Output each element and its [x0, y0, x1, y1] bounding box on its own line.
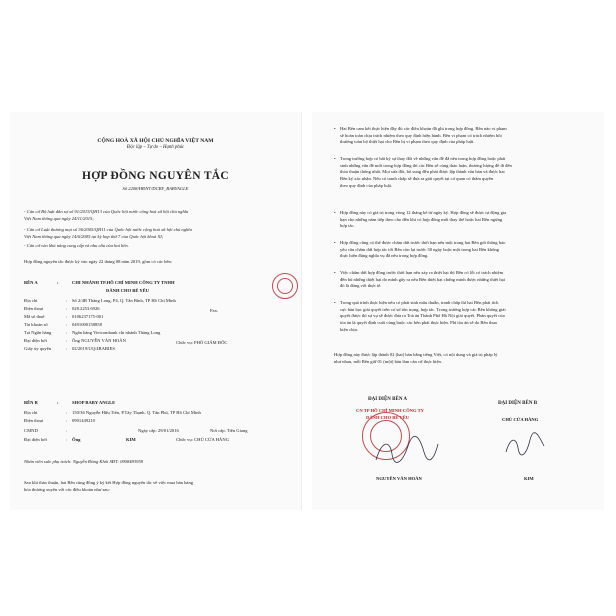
final-clause: Hợp đồng này được lập thành 02 (hai) bản bằng tiếng Việt, có nội dung và giá trị pháp lý như nhau, mỗi Bên giữ 01 (một) bản làm căn cứ thực hiện.	[334, 352, 498, 364]
party-a-label: BÊN A	[24, 280, 38, 285]
document-title: HỢP ĐỒNG NGUYÊN TẮC	[81, 170, 229, 182]
company-line-2: DÀNH CHO BÉ YÊU	[366, 415, 410, 420]
owner-title: CHỦ CỬA HÀNG	[502, 417, 539, 422]
closing-line-2: hóa thương xuyên với các điều khoản như sau:	[24, 487, 110, 492]
party-b-name: SHOP BABY ANGLE	[72, 400, 116, 405]
rep-a-heading: ĐẠI DIỆN BÊN A	[368, 397, 408, 402]
contract-page-right	[312, 112, 604, 510]
clause-item: • Trong trường hợp có bất kỳ sự thay đổi về những vấn đề đã nêu trong hợp đồng hoặc phát sinh những vấn đề mới trong hợp đồng thì các Bên sẽ cùng thảo luận, thương lượng để đi đến thỏa thuận thống nhất. Mọi sửa đổi, bổ sung đều phải được lập thành văn bản và được hai Bên ký xác nhận. Nếu có tranh chấp sẽ đưa ra giải quyết tại cơ quan có thẩm quyền theo quy định của pháp luật.	[340, 156, 586, 190]
clause-item: • Trong quá trình thực hiện nếu có phát sinh mâu thuẫn, tranh chấp thì hai Bên phải tích cực bàn bạc giải quyết trên cơ sở tôn trọng, hợp tác. Trong trường hợp các Bên không giải quyết được thì sự vụ sẽ được đưa ra Toà án Thành Phố Hà Nội giải quyết. Phán quyết của tòa án là quyết định cuối cùng buộc các bên phải thực hiện. Phí tòa án sẽ do Bên thua kiện chịu.	[340, 300, 586, 334]
party-b-address: 150/36 Nguyễn Hữu Tiến, P.Tây Thạnh, Q. Tân Phú, TP Hồ Chí Minh	[72, 410, 201, 415]
intro-text: Hợp đồng nguyên tắc được ký vào ngày 22 tháng 08 năm 2019, gồm có các bên:	[24, 259, 173, 264]
party-b-rep: KIM	[126, 437, 136, 442]
basis-line-4: Việt Nam thông qua ngày 14/6/2005 tại kỳ họp thứ 7 của Quốc hội khoá XI;	[24, 234, 164, 239]
party-b-id-key: CMND	[24, 428, 38, 433]
signature-a	[372, 434, 442, 470]
party-a-tax-key: Mã số thuế	[24, 314, 45, 319]
party-b-address-key: Địa chỉ	[24, 410, 38, 415]
clause-item: • Việc chấm dứt hợp đồng trước thời hạn nếu xảy ra thiệt hại thì Bên có lỗi có trách nhiệm đền bù những thiệt hại do mình gây ra nếu Bên thiệt hại chứng minh được những thiệt hại đó là đúng với thực tế.	[340, 270, 586, 290]
document-number: Số 2208/HĐNT/DCBY_BABYAGLE	[122, 186, 189, 191]
party-a-tax: 0106237175-001	[72, 314, 104, 319]
party-a-name-1: CHI NHÁNH TP.HỒ CHÍ MINH CÔNG TY TNHH	[72, 280, 175, 285]
party-a-address: Số 2/4B Thăng Long, P4, Q. Tân Bình, TP Hồ Chí Minh	[72, 298, 176, 303]
sales-staff: Nhân viên sale phụ trách: Nguyễn Đăng Khôi SĐT: 0908483959	[24, 459, 144, 464]
party-a-address-key: Địa chỉ	[24, 298, 38, 303]
party-a-auth: 02/2019/UQ/4BABIES	[72, 346, 115, 351]
motto: Độc lập – Tự do – Hạnh phúc	[126, 145, 185, 150]
party-b-phone: 0901449210	[72, 418, 95, 423]
rep-b-heading: ĐẠI DIỆN BÊN B	[498, 401, 538, 406]
company-seal-small	[272, 273, 298, 299]
party-a-name-2: DÀNH CHO BÉ YÊU	[106, 288, 150, 293]
party-a-bank: Ngân hàng Vietcombank chi nhánh Thăng Long	[72, 330, 161, 335]
party-a-fax: Fax:	[210, 308, 219, 313]
basis-line-3: - Căn cứ Luật thương mại số 36/2005/QH11 của Quốc hội nước cộng hoà xã hội chủ nghĩa	[24, 227, 192, 232]
clause-item: • Hai Bên cam kết thực hiện đầy đủ các điều khoản đã ghi trong hợp đồng. Bên nào vi phạm sẽ hoàn toàn chịu trách nhiệm theo quy định hiện hành. Bên vi phạm có trách nhiệm bồi thường toàn bộ thiệt hại cho Bên bị vi phạm theo quy định của pháp luật.	[340, 126, 586, 146]
party-a-phone: 028.2253.6926	[72, 306, 100, 311]
signer-a-name: NGUYỄN VĂN HOÀN	[376, 476, 422, 481]
basis-line-2: Việt Nam thông qua ngày 24/11/2015;	[24, 216, 94, 221]
nation-header: CỘNG HOÀ XÃ HỘI CHỦ NGHĨA VIỆT NAM	[97, 138, 214, 144]
party-b-label: BÊN B	[24, 400, 38, 405]
party-a-phone-key: Điện thoại	[24, 306, 44, 311]
party-b-phone-key: Điện thoại	[24, 418, 44, 423]
clause-item: • Hợp đồng này có giá trị trong vòng 12 tháng kể từ ngày ký. Hợp đồng sẽ được tự động gia hạn cho những năm tiếp theo cho đến khi có hợp đồng mới thay thế hoặc hai Bên ngừng hợp tác.	[340, 210, 586, 230]
clause-item: • Hợp đồng cũng có thể được chấm dứt trước thời hạn nếu một trong hai Bên gửi thông báo yêu cầu chấm dứt hợp tác tới Bên còn lại trước 30 ngày hoặc một trong hai Bên không thực hiện đúng nghĩa vụ đã nêu trong hợp đồng.	[340, 240, 586, 260]
signature-b	[502, 430, 548, 460]
closing-line-1: Sau khi thảo thuận, hai Bên cùng đồng ý ký kết Hợp đồng nguyên tắc về việc mua bán hàng	[24, 480, 194, 485]
party-a-account-key: Tài khoản số	[24, 322, 48, 327]
basis-line-5: - Căn cứ vào khả năng cung cấp và nhu cầu của hai bên.	[24, 243, 129, 248]
basis-line-1: - Căn cứ Bộ luật dân sự số 91/2015/QH13 của Quốc hội nước cộng hoà xã hội chủ nghĩa	[24, 209, 189, 214]
party-a-auth-key: Giấy ủy quyền	[24, 346, 52, 351]
party-a-bank-key: Tại Ngân hàng	[24, 330, 52, 335]
party-b-rep-key: Đại diện bởi	[24, 437, 47, 442]
party-a-rep: Ông NGUYỄN VĂN HOÀN	[72, 338, 126, 343]
party-a-position: Chức vụ: PHÓ GIÁM ĐỐC	[176, 340, 228, 345]
party-b-id-place: Nơi cấp: Tiền Giang	[210, 428, 248, 433]
party-b-rep-title: Ông	[72, 437, 81, 442]
party-a-account: 0491000158858	[72, 322, 102, 327]
signer-b-name: KIM	[524, 476, 534, 481]
contract-page-left: CỘNG HOÀ XÃ HỘI CHỦ NGHĨA VIỆT NAM Độc lập – Tự do – Hạnh phúc HỢP ĐỒNG NGUYÊN TẮC Số 2208/HĐNT/DCBY_BABYAGLE - Căn cứ Bộ luật dân sự số 91/2015/QH13 của Quốc hội nước cộng hoà xã hội chủ nghĩa Việt Nam thông qua ngày 24/11/2015; - Căn cứ Luật thương mại số 36/2005/QH11 của Quốc hội nước cộng hoà xã hội chủ nghĩa Việt Nam thông qua ngày 14/6/2005 tại kỳ họp thứ 7 của Quốc hội khoá XI; - Căn cứ vào khả năng cung cấp và nhu cầu của hai bên. Hợp đồng nguyên tắc được ký vào ngày 22 tháng 08 năm 2019, gồm có các bên: BÊN A : CHI NHÁNH TP.HỒ CHÍ MINH CÔNG TY TNHH DÀNH CHO BÉ YÊU Địa chỉ : Số 2/4B Thăng Long, P4, Q. Tân Bình, TP Hồ Chí Minh Điện thoại : 028.2253.6926 Fax: Mã số thuế : 0106237175-001 Tài khoản số : 0491000158858 Tại Ngân hàng : Ngân hàng Vietcombank chi nhánh Thăng Long Đại diện bởi : Ông NGUYỄN VĂN HOÀN Chức vụ: PHÓ GIÁM ĐỐC Giấy ủy quyền : 02/2019/UQ/4BABIES BÊN B : SHOP BABY ANGLE Địa chỉ : 150/36 Nguyễn Hữu Tiến, P.Tây Thạnh, Q. Tân Phú, TP Hồ Chí Minh Điện thoại : 0901449210 CMND : Ngày cấp: 29/01/2016 Nơi cấp: Tiền Giang Đại diện bởi : Ông KIM Chức vụ: CHỦ CỬA HÀNG Nhân viên sale phụ trách: Nguyễn Đăng Khôi SĐT: 0908483959 Sau khi thảo thuận, hai Bên cùng đồng ý ký kết Hợp đồng nguyên tắc về việc mua bán hàng hóa thương xuyên với các điều khoản như sau:	[10, 112, 302, 510]
party-b-position: Chức vụ: CHỦ CỬA HÀNG	[176, 437, 230, 442]
company-line-1: CN TP HỒ CHÍ MINH CÔNG TY	[356, 408, 424, 413]
party-b-id-date: Ngày cấp: 29/01/2016	[138, 428, 179, 433]
party-a-rep-key: Đại diện bởi	[24, 338, 47, 343]
